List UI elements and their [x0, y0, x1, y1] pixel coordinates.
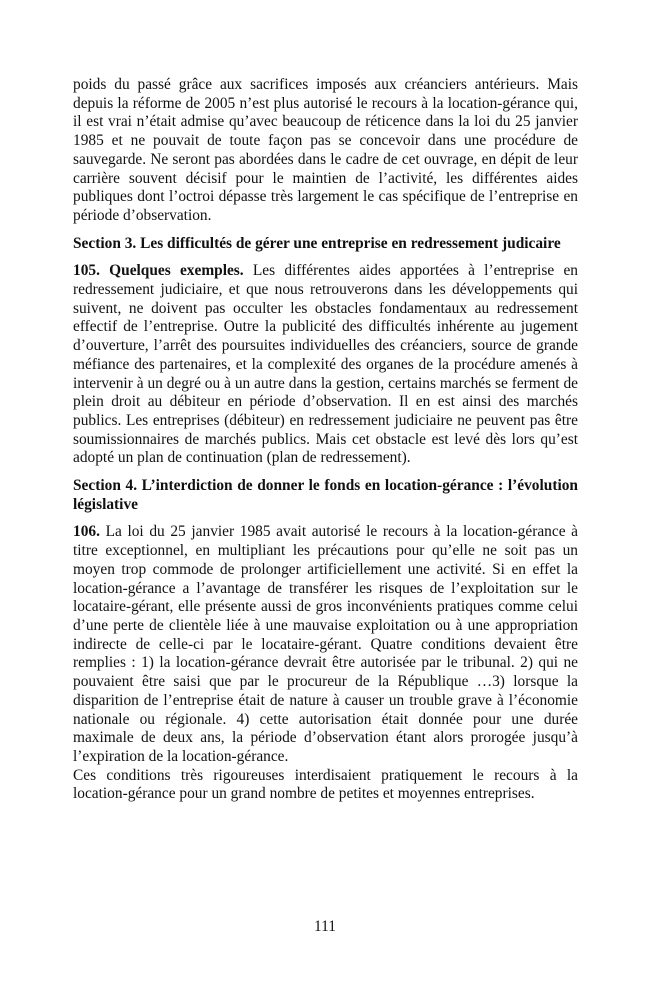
section-4-heading: Section 4. L’interdiction de donner le fonds en location-gérance : l’évolution législative [73, 477, 578, 513]
paragraph-105 [73, 262, 578, 468]
paragraph-106-number: 106. [73, 523, 100, 541]
section-3-heading: Section 3. Les difficultés de gérer une entreprise en redressement judicaire [73, 234, 561, 252]
paragraph-106-body: La loi du 25 janvier 1985 avait autorisé le recours à la location-gérance à titre exceptionnel, en multipliant les précautions pour qu’elle ne soit pas un moyen trop commode de prolonger artificiellement une activité. Si en effet la location-gérance a l’avantage de transférer les risques de l’exploitation sur le locataire-gérant, elle présente aussi de gros inconvénients pratiques comme celui d’une perte de clientèle liée à une mauvaise exploitation ou à une appropriation indirecte de celle-ci par le locataire-gérant. Quatre conditions devaient être remplies : 1) la location-gérance devrait être autorisée par le tribunal. 2) qui ne pouvaient être saisi que par le procureur de la République …3) lorsque la disparition de l’entreprise était de nature à causer un trouble grave à l’économie nationale ou régionale. 4) cette autorisation était donnée pour une durée maximale de deux ans, la période d’observation étant alors prorogée jusqu’à l’expiration de la location-gérance. [73, 523, 578, 765]
paragraph-106 [73, 523, 578, 766]
paragraph-105-title: 105. Quelques exemples. [73, 262, 244, 280]
paragraph-105-body: Les différentes aides apportées à l’entreprise en redressement judiciaire, et que nous retrouverons dans les développements qui suivent, ne doivent pas occulter les obstacles fondamentaux au redressement effectif de l’entreprise. Outre la publicité des difficultés inhérente au jugement d’ouverture, l’arrêt des poursuites individuelles des créanciers, source de grande méfiance des partenaires, et la complexité des organes de la procédure amenés à intervenir à un degré ou à un autre dans la gestion, certains marchés se ferment de plein droit au débiteur en période d’observation. Il en est ainsi des marchés publics. Les entreprises (débiteur) en redressement judiciaire ne peuvent pas être soumissionnaires de marchés publics. Mais cet obstacle est levé dès lors qu’est adopté un plan de continuation (plan de redressement). [73, 262, 578, 467]
paragraph-106-continuation: Ces conditions très rigoureuses interdisaient pratiquement le recours à la location-gérance pour un grand nombre de petites et moyennes entreprises. [73, 766, 578, 803]
intro-paragraph: poids du passé grâce aux sacrifices imposés aux créanciers antérieurs. Mais depuis la réforme de 2005 n’est plus autorisé le recours à la location-gérance qui, il est vrai n’était admise qu’avec beaucoup de réticence dans la loi du 25 janvier 1985 et ne pouvait de toute façon pas se concevoir dans une procédure de sauvegarde. Ne seront pas abordées dans le cadre de cet ouvrage, en dépit de leur carrière souvent décisif pour le maintien de l’activité, les différentes aides publiques dont l’octroi dépasse très largement le cas spécifique de l’entreprise en période d’observation. [73, 76, 578, 224]
document-page [73, 76, 578, 804]
page-number: 111 [314, 918, 336, 935]
